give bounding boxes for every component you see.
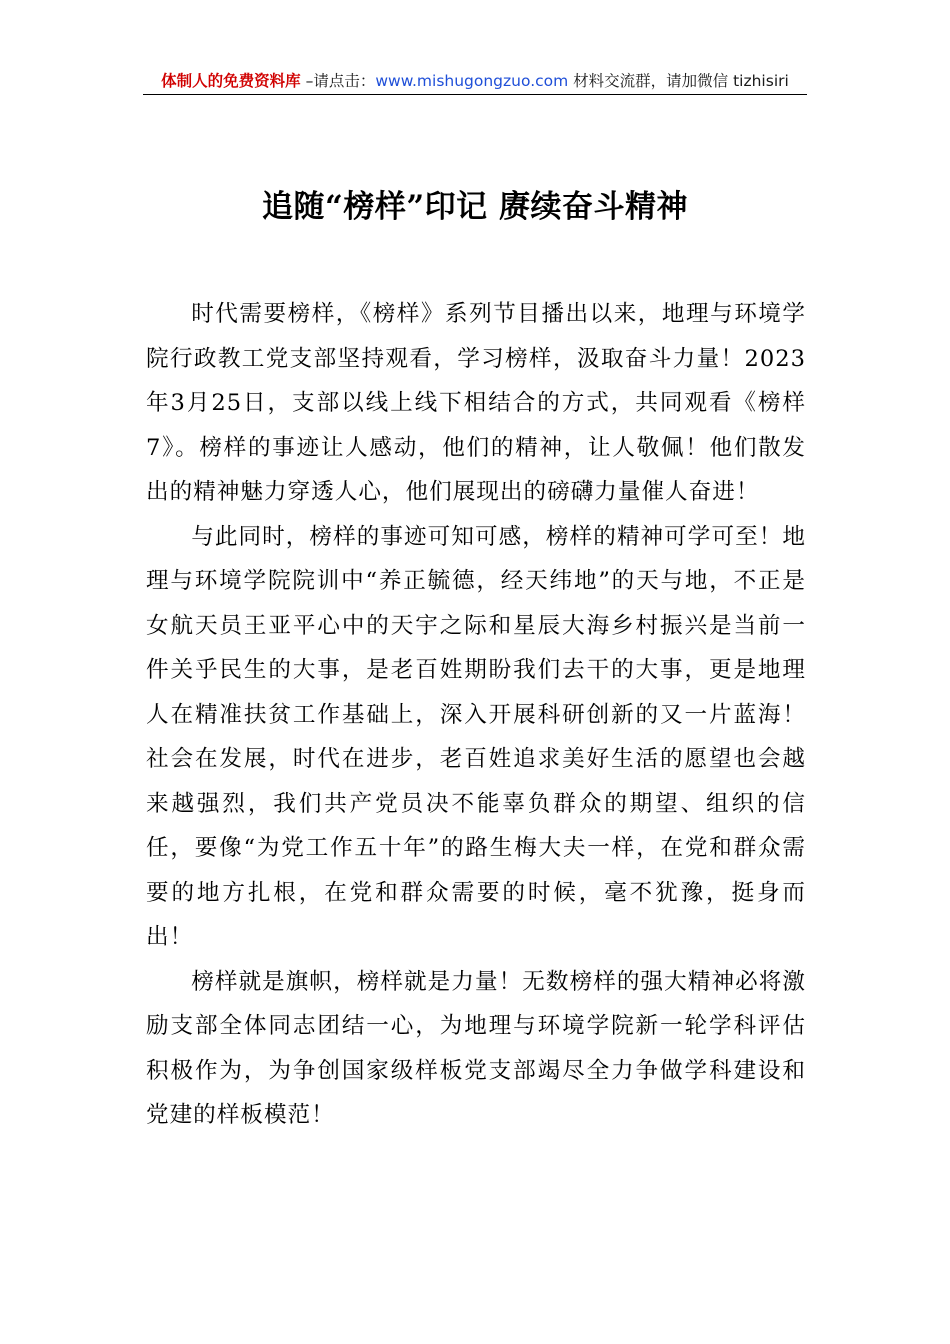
page-header — [143, 68, 807, 95]
header-brand: 体制人的免费资料库 — [161, 72, 301, 90]
header-contact: 材料交流群，请加微信 tizhisiri — [568, 72, 789, 90]
body-paragraph: 榜样就是旗帜，榜样就是力量！无数榜样的强大精神必将激励支部全体同志团结一心，为地理与环境学院新一轮学科评估积极作为，为争创国家级样板党支部竭尽全力争做学科建设和党建的样板模范！ — [146, 968, 806, 1128]
body-paragraph: 与此同时，榜样的事迹可知可感，榜样的精神可学可至！地理与环境学院院训中“养正毓德，经天纬地”的天与地，不正是女航天员王亚平心中的天宇之际和星辰大海乡村振兴是当前一件关乎民生的大事，是老百姓期盼我们去干的大事，更是地理人在精准扶贫工作基础上，深入开展科研创新的又一片蓝海！社会在发展，时代在进步，老百姓追求美好生活的愿望也会越来越强烈，我们共产党员决不能辜负群众的期望、组织的信任，要像“为党工作五十年”的路生梅大夫一样，在党和群众需要的地方扎根，在党和群众需要的时候，毫不犹豫，挺身而出！ — [146, 523, 806, 950]
document-title: 追随“榜样”印记 赓续奋斗精神 — [262, 189, 688, 225]
body-paragraph: 时代需要榜样，《榜样》系列节目播出以来，地理与环境学院行政教工党支部坚持观看，学习榜样，汲取奋斗力量！2023年3月25日，支部以线上线下相结合的方式，共同观看《榜样7》。榜样的事迹让人感动，他们的精神，让人敬佩！他们散发出的精神魅力穿透人心，他们展现出的磅礴力量催人奋进！ — [146, 301, 806, 505]
header-url-link[interactable]: www.mishugongzuo.com — [375, 72, 569, 90]
document-body — [146, 292, 806, 1138]
header-prompt: –请点击： — [300, 72, 376, 90]
